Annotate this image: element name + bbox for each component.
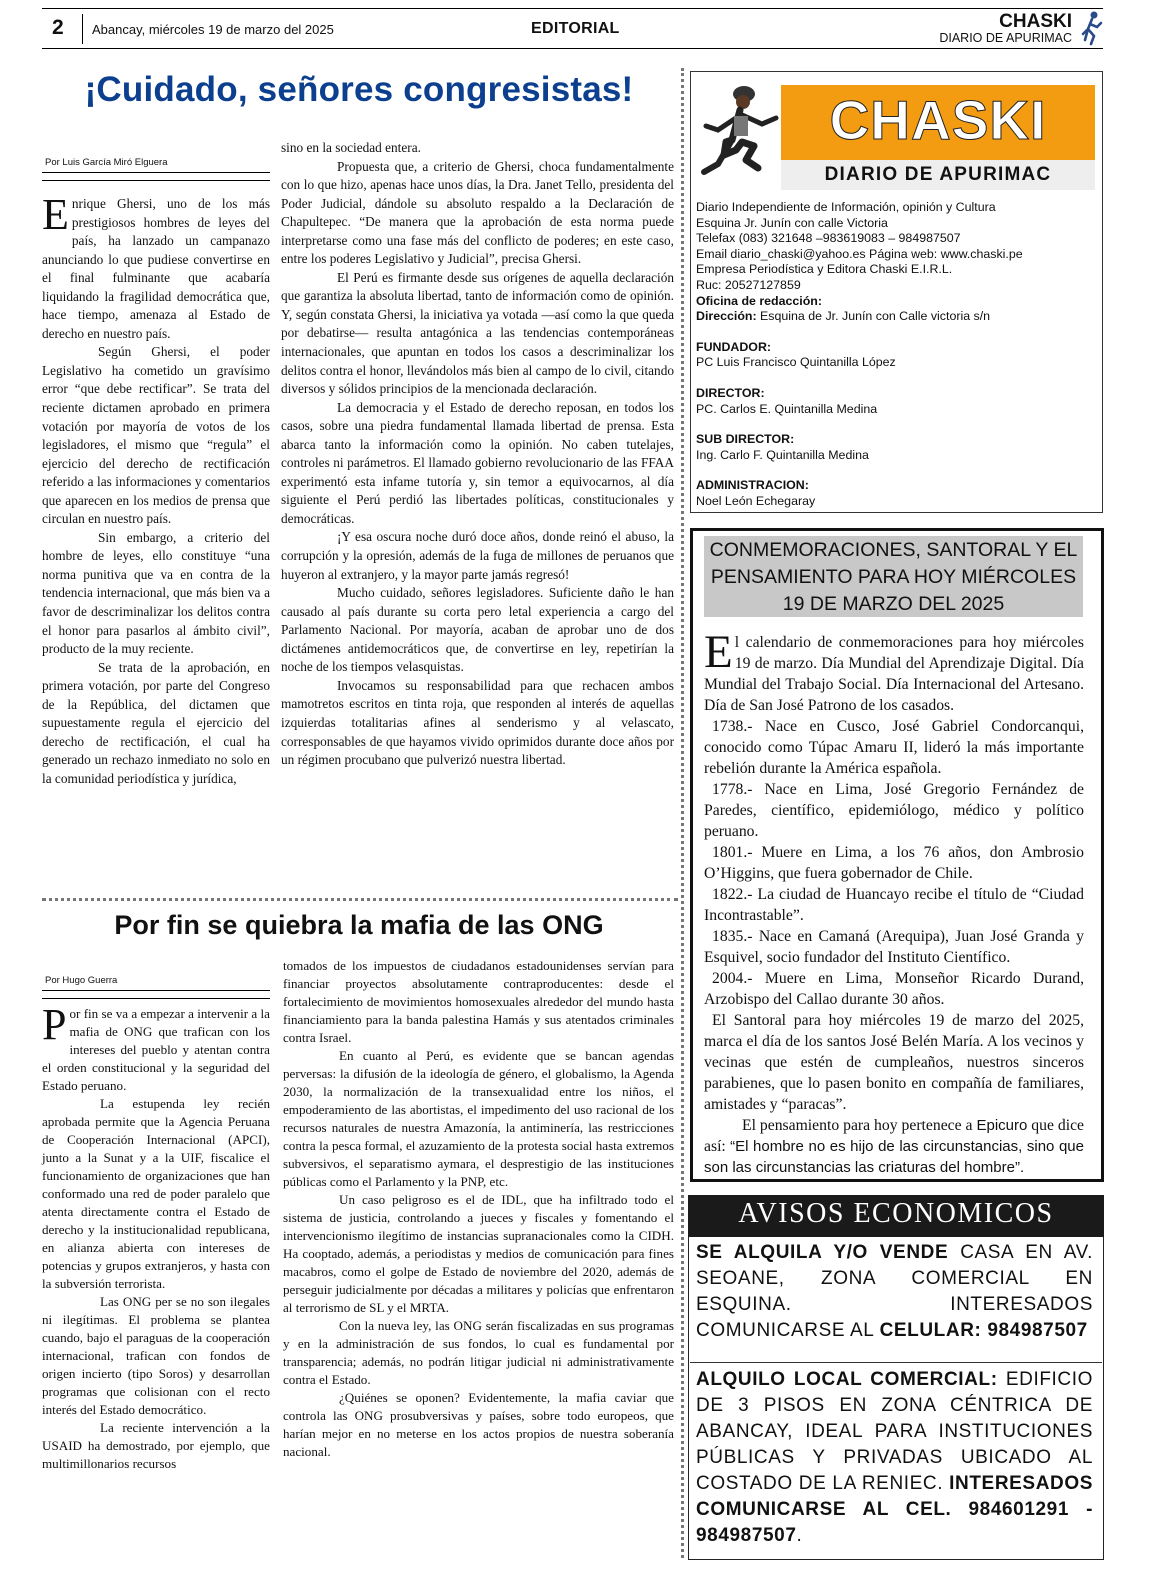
paragraph: or fin se va a empezar a intervenir a la mafia de ONG que trafican con los intereses del pueblo y atentan contra el orden constitucional y la seguridad del Estado peruano. (42, 1006, 270, 1093)
masthead-logo-subtitle: DIARIO DE APURIMAC (824, 164, 1052, 185)
intro-paragraph: l calendario de conmemoraciones para hoy miércoles 19 de marzo. Día Mundial del Aprendizaje Digital. Día Mundial del Trabajo Social. Día Internacional del Artesano. Día de San José Patrono de los casados. (704, 634, 1084, 714)
article2-headline: Por fin se quiebra la mafia de las ONG (114, 910, 604, 940)
masthead-line: Esquina Jr. Junín con calle Victoria (696, 215, 888, 230)
byline-rule (42, 998, 270, 999)
event-item: 1835.- Nace en Camaná (Arequipa), Juan José Granda y Esquivel, socio fundador del Instituto Científico. (704, 928, 1084, 966)
paragraph: sino en la sociedad entera. (281, 140, 421, 155)
page-number: 2 (52, 16, 64, 39)
paragraph: La democracia y el Estado de derecho reposan, en todos los casos, sobre una piedra fundamental llamada libertad de prensa. Esta abarca tanto la información como la opinión. No caben tutelajes, controles ni parámetros. El llamado gobierno revolucionario de las FFAA experimentó esta infame tutoría y, sin temor a equivocarnos, al día siguiente el Perú perdió las libertades políticas, constitucionales y democráticas. (281, 399, 674, 526)
article1-headline: ¡Cuidado, señores congresistas! (84, 70, 634, 109)
classified-ad-2 (696, 1367, 1093, 1549)
avisos-title: AVISOS ECONOMICOS (738, 1198, 1054, 1229)
article1-byline: Por Luis García Miró Elguera (45, 157, 168, 168)
paragraph: Invocamos su responsabilidad para que rechacen ambos mamotretos escritos en tinta roja, que responden al interés de aquellas izquierdas totalitarias afines al senderismo y al velascato, corresponsables de que hayamos vivido oprimidos durante doce años por un régimen procubano que pulverizó nuestra libertad. (281, 677, 674, 768)
director-label: DIRECTOR: (696, 385, 765, 400)
paragraph: En cuanto al Perú, es evidente que se bancan agendas perversas: la difusión de la ideología de género, el globalismo, la Agenda 2030, la normalización de la transexualidad entre los niños, el empoderamiento de las abortistas, el impedimento del uso racional de los recursos naturales de nuestra Amazonía, la antiminería, las restricciones contra la pesca formal, el azuzamiento de la protesta social hasta extremos subversivos, el separatismo aymara, el desprestigio de las instituciones públicas como el Parlamento y la PNP, etc. (283, 1048, 674, 1189)
paragraph: ¿Quiénes se oponen? Evidentemente, la mafia caviar que controla las ONG prosubversivas y países, sobre todo europeos, que harían mejor en no meterse en los actos propios de nuestra soberanía nacional. (283, 1390, 674, 1459)
ad-text: EDIFICIO DE 3 PISOS EN ZONA CÉNTRICA DE ABANCAY, IDEAL PARA INSTITUCIONES PÚBLICAS Y PRIVADAS UBICADO AL COSTADO DE LA RENIEC. (696, 1369, 1093, 1494)
byline-rule (42, 172, 270, 173)
founder-label: FUNDADOR: (696, 339, 772, 354)
admin-name: Noel León Echegaray (696, 493, 816, 508)
title-line: CONMEMORACIONES, SANTORAL Y EL (709, 539, 1078, 561)
thought-mid: que dice así: (704, 1117, 1084, 1155)
paragraph: Con la nueva ley, las ONG serán fiscalizadas en sus programas y en la administración de sus fondos, lo cual es fundamental por transparencia; además, no podrán litigar judicial ni administrativamente contra el Estado. (283, 1318, 674, 1387)
conmemoraciones-title (704, 537, 1083, 618)
thought-paragraph (704, 1115, 1084, 1178)
conmemoraciones-body (704, 626, 1084, 1178)
masthead-logo-text: CHASKI (829, 89, 1047, 151)
drop-cap: P (42, 1000, 67, 1049)
address-label: Dirección: (696, 309, 757, 324)
article-separator (42, 898, 678, 901)
thought-intro: El pensamiento para hoy pertenece a (742, 1117, 977, 1134)
header-brand: CHASKI (999, 11, 1072, 32)
paragraph: ¡Y esa oscura noche duró doce años, donde reinó el abuso, la corrupción y la opresión, además de la fuga de millones de peruanos que huyeron al extranjero, y la mayor parte jamás regresó! (281, 529, 674, 582)
header-divider (82, 14, 83, 44)
paragraph: Sin embargo, a criterio del hombre de leyes, ello constituye “una norma punitiva que va en contra de la tendencia internacional, que más bien va a favor de descriminalizar los delitos contra el honor para pasarlos al ámbito civil”, producto de la muy reciente. (42, 529, 270, 657)
article2-column2 (283, 957, 674, 1461)
thought-author: Epicuro (976, 1117, 1028, 1134)
masthead-line: Ruc: 20527127859 (696, 277, 801, 292)
ad-heading: ALQUILO LOCAL COMERCIAL: (696, 1369, 998, 1390)
paragraph: La reciente intervención a la USAID ha demostrado, por ejemplo, que multimillonarios recursos (42, 1420, 270, 1471)
event-item: 1738.- Nace en Cusco, José Gabriel Condorcanqui, conocido como Túpac Amaru II, lideró la más importante rebelión durante la América española. (704, 718, 1084, 777)
ad-heading: SE ALQUILA Y/O VENDE (696, 1242, 949, 1263)
masthead-line: Diario Independiente de Información, opinión y Cultura (696, 200, 996, 214)
issue-date: Abancay, miércoles 19 de marzo del 2025 (92, 22, 334, 37)
paragraph: Mucho cuidado, señores legisladores. Suficiente daño le han causado al país durante su corta pero letal experiencia a cargo del Parlamento Nacional. Por mayoría, acaban de aprobar uno de dos dictámenes antidemocráticos que, de convertirse en ley, repetirían la noche de los tiempos velasquistas. (281, 585, 674, 675)
ad-phone: CELULAR: 984987507 (879, 1320, 1088, 1341)
office-label: Oficina de redacción: (696, 293, 823, 308)
paragraph: Propuesta que, a criterio de Ghersi, choca fundamentalmente con lo que hizo, apenas hace unos días, la Dra. Janet Tello, presidenta del Poder Judicial, dándole su absoluto respaldo a la Declaración de Chapultepec. “De manera que la aprobación de esta norma puede interpretarse como una fase más del conflicto de poderes; en este caso, entre los poderes Legislativo y Judicial”, precisa Ghersi. (281, 158, 674, 267)
paragraph: Se trata de la aprobación, en primera votación, por parte del Congreso de la República, del dictamen que supuestamente regula el ejercicio del derecho de rectificación, el cual ha generado un rechazo inmediato no solo en la comunidad periodística y jurídica, (42, 659, 270, 786)
event-item: 1801.- Muere en Lima, a los 76 años, don Ambrosio O’Higgins, que fuera gobernador de Chile. (704, 844, 1084, 882)
masthead-info (696, 200, 1096, 510)
santoral-paragraph: El Santoral para hoy miércoles 19 de marzo del 2025, marca el día de los santos José Belén María. A los vecinos y vecinas que estén de cumpleaños, nuestros sinceros parabienes, que lo pasen bonito en compañía de familiares, amistades y “paracas”. (704, 1012, 1084, 1113)
byline-rule (42, 180, 270, 181)
title-line: PENSAMIENTO PARA HOY MIÉRCOLES (710, 566, 1077, 588)
event-item: 1822.- La ciudad de Huancayo recibe el título de “Ciudad Incontrastable”. (704, 886, 1084, 924)
address-value: Esquina de Jr. Junín con Calle victoria s/n (756, 309, 991, 324)
paragraph: tomados de los impuestos de ciudadanos estadounidenses servían para financiar proyectos absolutamente contraproducentes: desde el fortalecimiento de movimientos homosexuales alrededor del mundo hasta financiamiento para la banda palestina Hamás y sus atentados criminales contra Israel. (283, 958, 674, 1045)
paragraph: El Perú es firmante desde sus orígenes de aquella declaración que garantiza la absoluta libertad, tanto de información como de opinión. Y, según constata Ghersi, la iniciativa ya votada —así como la que queda por debatirse— resulta antagónica a las tendencias contemporáneas internacionales, que apuntan en todos los casos a descriminalizar los delitos contra el honor, llevándolos más bien al campo de lo civil, citando diversos y sólidos principios de la mencionada declaración. (281, 269, 674, 397)
article1-column1 (42, 190, 270, 789)
masthead-line: Telefax (083) 321648 –983619083 – 984987507 (696, 231, 961, 246)
paragraph: Las ONG per se no son ilegales ni ilegítimas. El problema se plantea cuando, bajo el paraguas de la cooperación internacional, trafican con fondos de origen incierto (tipo Soros) y desarrollan programas que colisionan con el recto interés del Estado democrático. (42, 1294, 270, 1417)
masthead-line: Empresa Periodística y Editora Chaski E.I.R.L. (696, 262, 953, 277)
masthead-line: Email diario_chaski@yahoo.es Página web: www.chaski.pe (696, 246, 1023, 261)
paragraph: nrique Ghersi, uno de los más prestigiosos hombres de leyes del país, ha lanzado un campanazo anunciando lo que pudiese convertirse en el final fulminante que acabaría liquidando la fragilidad democrática que, hace tiempo, amenaza al Estado de derecho en nuestro país. (42, 196, 270, 341)
ad-text: CASA EN AV. SEOANE, ZONA COMERCIAL EN ESQUINA. INTERESADOS COMUNICARSE AL (696, 1242, 1093, 1341)
ad-contact: INTERESADOS COMUNICARSE AL CEL. 984601291 - 984987507 (696, 1473, 1093, 1546)
runner-icon (1079, 10, 1105, 46)
event-item: 2004.- Muere en Lima, Monseñor Ricardo Durand, Arzobispo del Callao durante 30 años. (704, 970, 1084, 1008)
article1-column2 (281, 139, 674, 770)
chaski-runner-logo (696, 80, 784, 190)
classified-ad-1 (696, 1240, 1093, 1344)
director-name: PC. Carlos E. Quintanilla Medina (696, 401, 878, 416)
subdirector-name: Ing. Carlo F. Quintanilla Medina (696, 447, 869, 462)
column-separator (681, 68, 684, 1558)
byline-rule (42, 990, 270, 991)
admin-label: ADMINISTRACION: (696, 478, 809, 493)
event-item: 1778.- Nace en Lima, José Gregorio Fernández de Paredes, científico, epidemiólogo, médico y político peruano. (704, 781, 1084, 840)
paragraph: La estupenda ley recién aprobada permite que la Agencia Peruana de Cooperación Internacional (APCI), junto a la Sunat y a la UIF, fiscalice el funcionamiento de organizaciones que han conformado una red de poder paralelo que atenta directamente contra el Estado de derecho y la institucionalidad republicana, en alianza abierta con intereses de potencias y grupos extranjeros, y hasta con la subversión terrorista. (42, 1096, 270, 1291)
ad-end: . (796, 1525, 803, 1546)
title-line: 19 DE MARZO DEL 2025 (782, 593, 1005, 615)
drop-cap: E (42, 190, 69, 239)
article2-column1 (42, 1000, 270, 1473)
paragraph: Según Ghersi, el poder Legislativo ha cometido un gravísimo error “que debe rectificar”. Se trata del reciente dictamen aprobado en primera votación por mayoría de votos de los legisladores, el mismo que “regula” el ejercicio del derecho de rectificación referido a las informaciones y comentarios que aparecen en los medios de prensa que circulan en nuestro país. (42, 344, 270, 527)
thought-quote: “El hombre no es hijo de las circunstancias, sino que son las circunstancias las criaturas del hombre”. (704, 1138, 1084, 1176)
paragraph: Un caso peligroso es el de IDL, que ha infiltrado todo el sistema de justicia, controlando a jueces y fiscales y fomentando el intervencionismo ilegítimo de instancias supranacionales como la CIDH. Ha cooptado, además, a periodistas y medios de comunicación para fines macabros, como el golpe de Estado de noviembre del 2020, además de perseguir judicialmente por décadas a militares y policías que enfrentaron al terrorismo de SL y el MRTA. (283, 1192, 674, 1315)
section-name: EDITORIAL (531, 20, 620, 37)
header-top-rule (42, 8, 1103, 9)
header-bottom-rule (42, 48, 1103, 49)
header-brand-sub: DIARIO DE APURIMAC (939, 31, 1072, 45)
ad-separator (690, 1362, 1102, 1363)
subdirector-label: SUB DIRECTOR: (696, 432, 795, 447)
founder-name: PC Luis Francisco Quintanilla López (696, 355, 896, 370)
drop-cap: E (704, 626, 733, 678)
article2-byline: Por Hugo Guerra (45, 975, 118, 986)
